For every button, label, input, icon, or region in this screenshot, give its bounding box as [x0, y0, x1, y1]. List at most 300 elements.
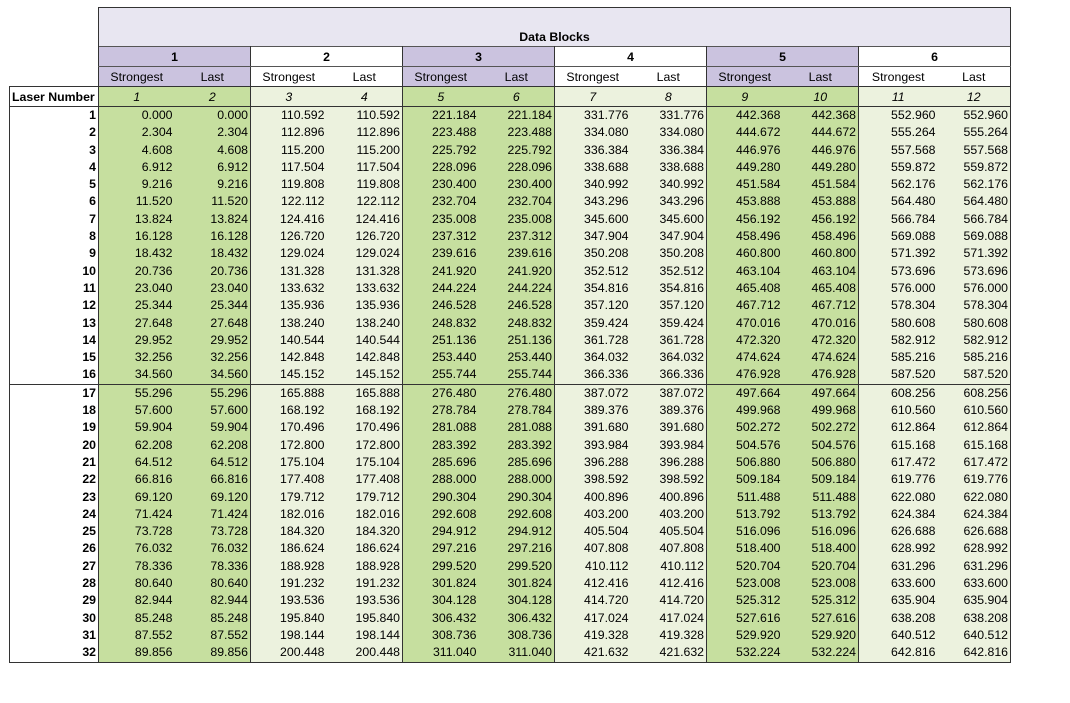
table-row: [10, 263, 1011, 280]
data-cell: 582.912: [859, 332, 938, 349]
data-cell: 555.264: [859, 124, 938, 141]
table-row: [10, 489, 1011, 506]
data-cell: 78.336: [99, 558, 175, 575]
data-cell: 80.640: [99, 575, 175, 592]
data-cell: 513.792: [707, 506, 783, 523]
data-cell: 255.744: [403, 366, 479, 384]
data-cell: 506.880: [707, 454, 783, 471]
block-header: 6: [859, 47, 1011, 67]
data-cell: 421.632: [555, 644, 631, 662]
data-cell: 398.592: [555, 471, 631, 488]
data-cell: 0.000: [99, 107, 175, 125]
data-cell: 442.368: [707, 107, 783, 125]
data-cell: 6.912: [175, 159, 251, 176]
table-row: [10, 142, 1011, 159]
data-cell: 82.944: [99, 592, 175, 609]
data-cell: 237.312: [403, 228, 479, 245]
data-cell: 200.448: [251, 644, 327, 662]
table-row: [10, 437, 1011, 454]
data-cell: 615.168: [859, 437, 938, 454]
data-cell: 25.344: [175, 297, 251, 314]
laser-number: 6: [10, 193, 99, 210]
strongest-label: Strongest: [707, 67, 783, 87]
data-cell: 184.320: [251, 523, 327, 540]
data-cell: 27.648: [175, 315, 251, 332]
data-cell: 225.792: [479, 142, 555, 159]
laser-number-header: Laser Number: [10, 87, 99, 107]
data-cell: 278.784: [403, 402, 479, 419]
data-cell: 497.664: [783, 384, 859, 402]
data-cell: 188.928: [251, 558, 327, 575]
laser-number: 1: [10, 107, 99, 125]
data-cell: 458.496: [783, 228, 859, 245]
data-cell: 57.600: [175, 402, 251, 419]
data-cell: 357.120: [555, 297, 631, 314]
data-cell: 4.608: [175, 142, 251, 159]
laser-number: 4: [10, 159, 99, 176]
data-cell: 509.184: [783, 471, 859, 488]
data-cell: 338.688: [555, 159, 631, 176]
data-cell: 200.448: [327, 644, 403, 662]
data-cell: 463.104: [707, 263, 783, 280]
data-cell: 142.848: [251, 349, 327, 366]
data-cell: 470.016: [707, 315, 783, 332]
data-cell: 232.704: [479, 193, 555, 210]
data-cell: 241.920: [479, 263, 555, 280]
data-cell: 573.696: [859, 263, 938, 280]
data-cell: 175.104: [327, 454, 403, 471]
data-cell: 619.776: [859, 471, 938, 488]
laser-number: 3: [10, 142, 99, 159]
data-cell: 506.880: [783, 454, 859, 471]
data-cell: 299.520: [403, 558, 479, 575]
data-cell: 564.480: [938, 193, 1011, 210]
data-cell: 64.512: [99, 454, 175, 471]
data-cell: 400.896: [631, 489, 707, 506]
data-cell: 608.256: [859, 384, 938, 402]
data-cell: 610.560: [859, 402, 938, 419]
data-cell: 414.720: [555, 592, 631, 609]
data-cell: 562.176: [859, 176, 938, 193]
data-cell: 311.040: [479, 644, 555, 662]
corner-blank-cell: [10, 8, 99, 47]
data-cell: 297.216: [479, 540, 555, 557]
table-row: [10, 349, 1011, 366]
table-row: [10, 159, 1011, 176]
data-cell: 27.648: [99, 315, 175, 332]
laser-number: 27: [10, 558, 99, 575]
data-cell: 283.392: [479, 437, 555, 454]
table-row: [10, 366, 1011, 384]
data-cell: 638.208: [859, 610, 938, 627]
data-cell: 122.112: [327, 193, 403, 210]
data-cell: 18.432: [99, 245, 175, 262]
data-cell: 502.272: [707, 419, 783, 436]
data-cell: 32.256: [99, 349, 175, 366]
strongest-label: Strongest: [251, 67, 327, 87]
data-cell: 117.504: [327, 159, 403, 176]
table-row: [10, 592, 1011, 609]
data-cell: 412.416: [631, 575, 707, 592]
data-cell: 221.184: [403, 107, 479, 125]
data-cell: 410.112: [555, 558, 631, 575]
data-cell: 612.864: [938, 419, 1011, 436]
laser-number: 24: [10, 506, 99, 523]
data-cell: 129.024: [327, 245, 403, 262]
data-cell: 142.848: [327, 349, 403, 366]
data-cell: 170.496: [327, 419, 403, 436]
laser-number: 31: [10, 627, 99, 644]
laser-number: 11: [10, 280, 99, 297]
data-cell: 608.256: [938, 384, 1011, 402]
data-cell: 585.216: [859, 349, 938, 366]
data-cell: 131.328: [327, 263, 403, 280]
data-cell: 119.808: [327, 176, 403, 193]
data-cell: 182.016: [327, 506, 403, 523]
data-cell: 165.888: [327, 384, 403, 402]
strongest-label: Strongest: [403, 67, 479, 87]
data-cell: 306.432: [403, 610, 479, 627]
data-cell: 359.424: [555, 315, 631, 332]
data-cell: 566.784: [859, 211, 938, 228]
laser-number: 16: [10, 366, 99, 384]
laser-number: 12: [10, 297, 99, 314]
data-cell: 255.744: [479, 366, 555, 384]
data-cell: 193.536: [327, 592, 403, 609]
data-cell: 23.040: [99, 280, 175, 297]
data-cell: 126.720: [251, 228, 327, 245]
data-cell: 555.264: [938, 124, 1011, 141]
data-cell: 566.784: [938, 211, 1011, 228]
data-cell: 631.296: [938, 558, 1011, 575]
data-cell: 2.304: [99, 124, 175, 141]
data-cell: 467.712: [783, 297, 859, 314]
data-cell: 557.568: [859, 142, 938, 159]
data-cell: 352.512: [631, 263, 707, 280]
data-cell: 248.832: [479, 315, 555, 332]
data-cell: 615.168: [938, 437, 1011, 454]
data-cell: 347.904: [555, 228, 631, 245]
data-cell: 135.936: [251, 297, 327, 314]
data-cell: 576.000: [859, 280, 938, 297]
column-number: 9: [707, 87, 783, 107]
block-header: 1: [99, 47, 251, 67]
table-row: [10, 176, 1011, 193]
data-cell: 78.336: [175, 558, 251, 575]
data-cell: 198.144: [251, 627, 327, 644]
data-cell: 352.512: [555, 263, 631, 280]
data-cell: 290.304: [403, 489, 479, 506]
data-cell: 345.600: [631, 211, 707, 228]
data-cell: 16.128: [175, 228, 251, 245]
table-row: [10, 575, 1011, 592]
data-cell: 253.440: [479, 349, 555, 366]
data-cell: 366.336: [631, 366, 707, 384]
data-cell: 580.608: [938, 315, 1011, 332]
data-cell: 552.960: [859, 107, 938, 125]
data-cell: 55.296: [175, 384, 251, 402]
data-cell: 557.568: [938, 142, 1011, 159]
data-cell: 175.104: [251, 454, 327, 471]
data-cell: 628.992: [859, 540, 938, 557]
data-cell: 516.096: [783, 523, 859, 540]
table-row: [10, 454, 1011, 471]
data-cell: 228.096: [403, 159, 479, 176]
data-cell: 239.616: [479, 245, 555, 262]
strongest-label: Strongest: [555, 67, 631, 87]
block-header-row: [10, 47, 1011, 67]
data-cell: 573.696: [938, 263, 1011, 280]
data-cell: 32.256: [175, 349, 251, 366]
column-number: 1: [99, 87, 175, 107]
data-cell: 112.896: [327, 124, 403, 141]
data-cell: 619.776: [938, 471, 1011, 488]
data-cell: 624.384: [859, 506, 938, 523]
data-cell: 628.992: [938, 540, 1011, 557]
data-cell: 357.120: [631, 297, 707, 314]
data-cell: 444.672: [707, 124, 783, 141]
last-label: Last: [479, 67, 555, 87]
data-cell: 502.272: [783, 419, 859, 436]
laser-number: 21: [10, 454, 99, 471]
data-cell: 140.544: [251, 332, 327, 349]
data-cell: 62.208: [99, 437, 175, 454]
data-cell: 301.824: [479, 575, 555, 592]
data-cell: 576.000: [938, 280, 1011, 297]
data-cell: 297.216: [403, 540, 479, 557]
data-cell: 419.328: [631, 627, 707, 644]
data-cell: 168.192: [327, 402, 403, 419]
table-row: [10, 627, 1011, 644]
data-cell: 55.296: [99, 384, 175, 402]
data-cell: 476.928: [783, 366, 859, 384]
table-row: [10, 297, 1011, 314]
data-cell: 529.920: [707, 627, 783, 644]
data-cell: 633.600: [859, 575, 938, 592]
data-cell: 474.624: [707, 349, 783, 366]
data-cell: 80.640: [175, 575, 251, 592]
data-cell: 364.032: [555, 349, 631, 366]
data-cell: 497.664: [707, 384, 783, 402]
data-cell: 191.232: [251, 575, 327, 592]
data-cell: 57.600: [99, 402, 175, 419]
column-number: 6: [479, 87, 555, 107]
data-cell: 453.888: [783, 193, 859, 210]
data-cell: 391.680: [631, 419, 707, 436]
laser-number: 20: [10, 437, 99, 454]
data-cell: 221.184: [479, 107, 555, 125]
data-cell: 569.088: [938, 228, 1011, 245]
data-cell: 359.424: [631, 315, 707, 332]
data-cell: 516.096: [707, 523, 783, 540]
table-row: [10, 211, 1011, 228]
data-cell: 225.792: [403, 142, 479, 159]
data-cell: 523.008: [783, 575, 859, 592]
data-cell: 527.616: [707, 610, 783, 627]
data-cell: 635.904: [938, 592, 1011, 609]
data-cell: 140.544: [327, 332, 403, 349]
data-cell: 518.400: [707, 540, 783, 557]
column-number: 4: [327, 87, 403, 107]
block-header: 5: [707, 47, 859, 67]
data-cell: 389.376: [631, 402, 707, 419]
column-number: 7: [555, 87, 631, 107]
data-cell: 403.200: [631, 506, 707, 523]
data-cell: 633.600: [938, 575, 1011, 592]
data-cell: 11.520: [175, 193, 251, 210]
data-cell: 59.904: [175, 419, 251, 436]
data-cell: 532.224: [707, 644, 783, 662]
data-cell: 585.216: [938, 349, 1011, 366]
data-cell: 334.080: [631, 124, 707, 141]
data-cell: 124.416: [251, 211, 327, 228]
last-label: Last: [783, 67, 859, 87]
data-cell: 340.992: [631, 176, 707, 193]
laser-number: 18: [10, 402, 99, 419]
data-cell: 138.240: [327, 315, 403, 332]
data-cell: 62.208: [175, 437, 251, 454]
data-cell: 124.416: [327, 211, 403, 228]
data-cell: 251.136: [403, 332, 479, 349]
data-cell: 571.392: [938, 245, 1011, 262]
data-cell: 122.112: [251, 193, 327, 210]
data-cell: 527.616: [783, 610, 859, 627]
data-cell: 410.112: [631, 558, 707, 575]
table-row: [10, 193, 1011, 210]
data-cell: 292.608: [403, 506, 479, 523]
data-cell: 340.992: [555, 176, 631, 193]
data-cell: 29.952: [99, 332, 175, 349]
data-cell: 281.088: [479, 419, 555, 436]
data-cell: 417.024: [631, 610, 707, 627]
data-cell: 562.176: [938, 176, 1011, 193]
laser-number: 22: [10, 471, 99, 488]
data-cell: 638.208: [938, 610, 1011, 627]
table-row: [10, 644, 1011, 662]
data-cell: 285.696: [403, 454, 479, 471]
data-cell: 624.384: [938, 506, 1011, 523]
data-cell: 407.808: [555, 540, 631, 557]
data-cell: 504.576: [783, 437, 859, 454]
data-cell: 85.248: [99, 610, 175, 627]
column-number: 12: [938, 87, 1011, 107]
data-cell: 248.832: [403, 315, 479, 332]
laser-number: 9: [10, 245, 99, 262]
data-cell: 552.960: [938, 107, 1011, 125]
table-title: Data Blocks: [99, 8, 1011, 47]
laser-number: 2: [10, 124, 99, 141]
data-cell: 59.904: [99, 419, 175, 436]
data-cell: 640.512: [859, 627, 938, 644]
data-cell: 165.888: [251, 384, 327, 402]
data-cell: 126.720: [327, 228, 403, 245]
data-cell: 76.032: [175, 540, 251, 557]
data-cell: 642.816: [938, 644, 1011, 662]
data-cell: 278.784: [479, 402, 555, 419]
table-row: [10, 332, 1011, 349]
data-cell: 110.592: [327, 107, 403, 125]
data-cell: 391.680: [555, 419, 631, 436]
data-cell: 87.552: [175, 627, 251, 644]
data-cell: 354.816: [555, 280, 631, 297]
data-cell: 191.232: [327, 575, 403, 592]
data-cell: 133.632: [327, 280, 403, 297]
data-cell: 518.400: [783, 540, 859, 557]
laser-number: 7: [10, 211, 99, 228]
data-cell: 168.192: [251, 402, 327, 419]
data-cell: 520.704: [783, 558, 859, 575]
strongest-label: Strongest: [99, 67, 175, 87]
data-cell: 465.408: [707, 280, 783, 297]
data-cell: 82.944: [175, 592, 251, 609]
data-cell: 417.024: [555, 610, 631, 627]
data-cell: 235.008: [403, 211, 479, 228]
data-cell: 419.328: [555, 627, 631, 644]
data-cell: 343.296: [555, 193, 631, 210]
data-cell: 460.800: [783, 245, 859, 262]
data-cell: 66.816: [175, 471, 251, 488]
column-number: 5: [403, 87, 479, 107]
last-label: Last: [938, 67, 1011, 87]
table-row: [10, 471, 1011, 488]
laser-number: 15: [10, 349, 99, 366]
data-cell: 626.688: [938, 523, 1011, 540]
data-cell: 9.216: [175, 176, 251, 193]
data-cell: 626.688: [859, 523, 938, 540]
laser-number: 23: [10, 489, 99, 506]
table-row: [10, 540, 1011, 557]
data-cell: 622.080: [859, 489, 938, 506]
data-cell: 179.712: [251, 489, 327, 506]
data-cell: 281.088: [403, 419, 479, 436]
data-cell: 20.736: [99, 263, 175, 280]
data-cell: 582.912: [938, 332, 1011, 349]
data-cell: 230.400: [403, 176, 479, 193]
table-row: [10, 280, 1011, 297]
title-row: [10, 8, 1011, 47]
laser-number: 13: [10, 315, 99, 332]
data-cell: 115.200: [327, 142, 403, 159]
data-cell: 112.896: [251, 124, 327, 141]
data-cell: 66.816: [99, 471, 175, 488]
data-cell: 403.200: [555, 506, 631, 523]
data-cell: 223.488: [403, 124, 479, 141]
data-cell: 89.856: [175, 644, 251, 662]
table-row: [10, 107, 1011, 125]
data-cell: 177.408: [251, 471, 327, 488]
data-cell: 301.824: [403, 575, 479, 592]
data-cell: 198.144: [327, 627, 403, 644]
data-cell: 405.504: [631, 523, 707, 540]
data-cell: 472.320: [707, 332, 783, 349]
data-cell: 283.392: [403, 437, 479, 454]
data-cell: 456.192: [783, 211, 859, 228]
data-cell: 617.472: [859, 454, 938, 471]
data-cell: 504.576: [707, 437, 783, 454]
data-cell: 364.032: [631, 349, 707, 366]
data-cell: 89.856: [99, 644, 175, 662]
strongest-label: Strongest: [859, 67, 938, 87]
data-cell: 244.224: [479, 280, 555, 297]
data-cell: 276.480: [403, 384, 479, 402]
data-cell: 396.288: [631, 454, 707, 471]
data-cell: 308.736: [403, 627, 479, 644]
data-cell: 334.080: [555, 124, 631, 141]
data-cell: 69.120: [99, 489, 175, 506]
data-cell: 16.128: [99, 228, 175, 245]
laser-number: 30: [10, 610, 99, 627]
data-cell: 336.384: [631, 142, 707, 159]
